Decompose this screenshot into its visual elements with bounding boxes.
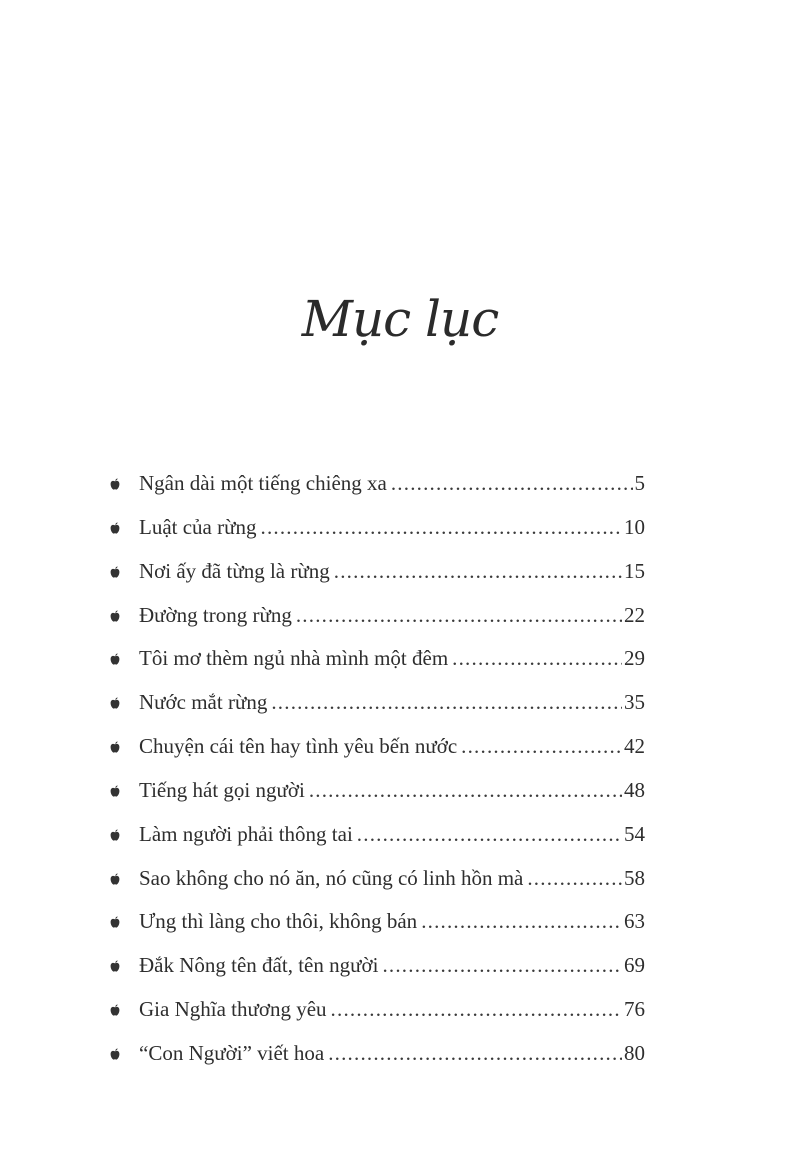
toc-entry-title: Chuyện cái tên hay tình yêu bến nước	[139, 734, 458, 759]
dot-leader	[261, 506, 623, 550]
toc-entry[interactable]	[110, 900, 645, 944]
toc-entry-title: Ngân dài một tiếng chiêng xa	[139, 471, 387, 495]
toc-entry[interactable]	[110, 681, 645, 725]
toc-entry-title: Làm người phải thông tai	[139, 821, 353, 846]
table-of-contents	[110, 462, 645, 1076]
apple-icon	[110, 813, 139, 857]
toc-entry[interactable]	[110, 944, 645, 988]
dot-leader	[331, 988, 622, 1032]
toc-entry-page: 35	[624, 690, 645, 715]
toc-entry[interactable]	[110, 506, 645, 550]
toc-entry-page: 76	[624, 997, 645, 1022]
toc-entry-title: Đường trong rừng	[139, 602, 292, 627]
toc-entry-title: Tiếng hát gọi người	[139, 777, 305, 802]
apple-icon	[110, 594, 139, 638]
toc-entry-page: 22	[624, 602, 645, 627]
toc-entry-title: Luật của rừng	[139, 514, 257, 539]
toc-entry-page: 63	[624, 909, 645, 934]
dot-leader	[421, 900, 622, 944]
toc-entry[interactable]	[110, 725, 645, 769]
dot-leader	[271, 681, 622, 725]
dot-leader	[296, 594, 622, 638]
toc-entry-title: Đắk Nông tên đất, tên người	[139, 953, 379, 978]
toc-entry-page: 58	[624, 865, 645, 890]
toc-entry[interactable]	[110, 1032, 645, 1076]
apple-icon	[110, 637, 139, 681]
dot-leader	[357, 813, 622, 857]
apple-icon	[110, 901, 139, 945]
toc-entry-page: 54	[624, 821, 645, 846]
toc-entry-page: 69	[624, 953, 645, 978]
toc-entry[interactable]	[110, 550, 645, 594]
toc-entry[interactable]	[110, 857, 645, 901]
toc-entry-title: Sao không cho nó ăn, nó cũng có linh hồn mà	[139, 865, 524, 890]
apple-icon	[110, 506, 139, 550]
toc-entry[interactable]	[110, 462, 645, 506]
toc-entry-title: “Con Người” viết hoa	[139, 1040, 325, 1065]
apple-icon	[110, 988, 139, 1032]
toc-entry-title: Gia Nghĩa thương yêu	[139, 997, 327, 1022]
toc-entry-page: 15	[624, 558, 645, 583]
toc-entry[interactable]	[110, 988, 645, 1032]
toc-entry-page: 5	[634, 471, 645, 495]
apple-icon	[110, 681, 139, 725]
dot-leader	[527, 857, 622, 901]
toc-entry-page: 42	[624, 734, 645, 759]
dot-leader	[382, 944, 622, 988]
toc-entry-page: 29	[624, 646, 645, 671]
toc-entry[interactable]	[110, 594, 645, 638]
toc-entry-page: 48	[624, 777, 645, 802]
dot-leader	[309, 769, 622, 813]
dot-leader	[334, 550, 622, 594]
page-title: Mục lục	[301, 290, 499, 348]
apple-icon	[110, 725, 139, 769]
apple-icon	[110, 857, 139, 901]
toc-entry-title: Nơi ấy đã từng là rừng	[139, 558, 330, 583]
apple-icon	[110, 550, 139, 594]
toc-entry-title: Nước mắt rừng	[139, 690, 268, 715]
toc-entry-title: Ưng thì làng cho thôi, không bán	[139, 909, 418, 934]
dot-leader	[461, 725, 622, 769]
toc-entry-page: 80	[624, 1040, 645, 1065]
dot-leader	[328, 1032, 622, 1076]
apple-icon	[110, 1032, 139, 1076]
dot-leader	[391, 462, 633, 506]
toc-entry-page: 10	[624, 514, 645, 539]
apple-icon	[110, 462, 139, 506]
apple-icon	[110, 944, 139, 988]
toc-entry[interactable]	[110, 813, 645, 857]
toc-entry[interactable]	[110, 637, 645, 681]
dot-leader	[452, 637, 622, 681]
toc-entry[interactable]	[110, 769, 645, 813]
toc-entry-title: Tôi mơ thèm ngủ nhà mình một đêm	[139, 646, 449, 671]
apple-icon	[110, 769, 139, 813]
